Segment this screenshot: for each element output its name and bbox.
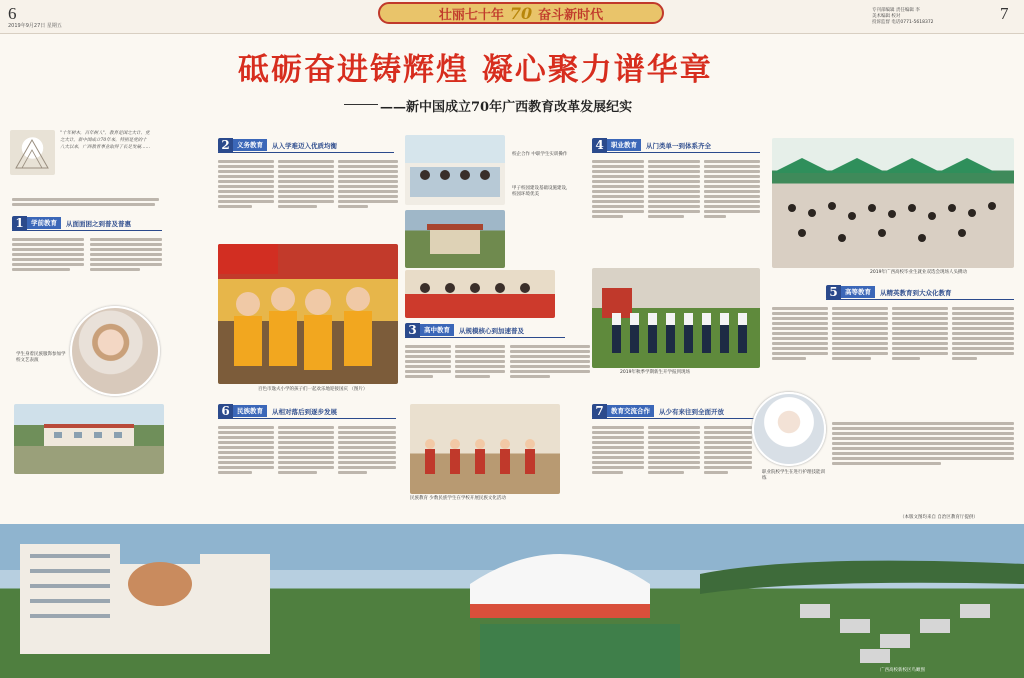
main-headline: 砥砺奋进铸辉煌 凝心聚力谱华章 [238, 52, 713, 88]
page-header [0, 0, 1024, 34]
section-tag: 义务教育 [233, 139, 267, 151]
section-6-text-a [218, 424, 274, 509]
section-tag: 高中教育 [420, 324, 454, 336]
editor-line: 专刊部编辑 责任编辑 李 [872, 8, 920, 13]
section-5-header [826, 285, 1014, 300]
section-tag: 职业教育 [607, 139, 641, 151]
section-subtitle: 从少有来往到全面开放 [659, 407, 724, 416]
intro-text [12, 196, 162, 216]
section-5-text-a [772, 305, 828, 400]
section-5-text-b [832, 305, 888, 400]
intro-quote: "十年树木，百年树人"，教育是国之大计、党之大计。新中国成立70年来，特别是党的十八大以来，广西教育事业取得了长足发展…… [60, 131, 150, 150]
section-number: 2 [218, 138, 233, 153]
vocational-caption: 2019年秋季学期新生开学报到现场 [620, 370, 690, 375]
section-subtitle: 从面面困之到普及普惠 [66, 219, 131, 228]
kindergarten-campus-photo [14, 404, 164, 474]
preschool-caption: 学生身着民族服饰参加学校文艺表演 [16, 352, 66, 363]
ethnic-culture-photo [410, 404, 560, 494]
section-6-text-b [278, 424, 334, 509]
editor-line: 投诉监督 电话0771-5618372 [872, 20, 934, 25]
children-dance-photo [218, 244, 398, 384]
section-subtitle: 从规模核心到加速普及 [459, 326, 524, 335]
banner-right-text: 奋斗新时代 [538, 7, 604, 23]
section-2-text-c [338, 158, 398, 242]
students-performance-photo [405, 270, 555, 318]
campus-caption: 甲子校园建设基础设施建设，校园环境优美 [512, 186, 571, 197]
section-number: 3 [405, 323, 420, 338]
section-2-header [218, 138, 394, 153]
section-tag: 学前教育 [27, 217, 61, 229]
section-2-text-b [278, 158, 334, 242]
section-1-text-b [90, 236, 162, 298]
subheadline: ——新中国成立70年广西教育改革发展纪实 [380, 100, 633, 115]
section-number: 4 [592, 138, 607, 153]
section-7-text-a [592, 424, 644, 514]
section-3-text-b [455, 343, 505, 398]
section-tag: 教育交流合作 [607, 405, 654, 417]
section-subtitle: 从入学难迈入优质均衡 [272, 141, 337, 150]
section-6-header [218, 404, 396, 419]
campus-panorama-photo [0, 524, 1024, 678]
banner-left-text: 壮丽七十年 [438, 7, 504, 23]
section-6-text-c [338, 424, 396, 509]
section-number: 6 [218, 404, 233, 419]
panorama-caption: 广西高校新校区鸟瞰图 [880, 668, 925, 673]
classroom-photo [405, 135, 505, 205]
subhead-rule [344, 104, 378, 105]
section-2-text-a [218, 158, 274, 242]
job-fair-photo [772, 138, 1014, 268]
editor-line: 美术编辑 校对 [872, 14, 901, 19]
ethnic-culture-caption: 民族教育 少数民族学生在学校开展民族文化活动 [410, 496, 506, 501]
section-subtitle: 从相对落后到逐步发展 [272, 407, 337, 416]
banner-number: 70 [509, 3, 533, 23]
vocational-students-photo [592, 268, 760, 368]
preschool-photo [70, 306, 160, 396]
section-4-text-a [592, 158, 644, 258]
page-number-right: 7 [1000, 4, 1009, 23]
section-4-text-c [704, 158, 760, 258]
section-7-text-c [704, 424, 752, 514]
section-subtitle: 从精英教育到大众化教育 [880, 288, 952, 297]
section-4-text-b [648, 158, 700, 258]
section-3-text-c [510, 343, 590, 398]
photo-credit: （本版文图均来自 自治区教育厅提供） [900, 515, 978, 520]
section-4-header [592, 138, 760, 153]
banner [378, 2, 664, 24]
section-number: 1 [12, 216, 27, 231]
editor-info [872, 8, 992, 26]
section-7-text-b [648, 424, 700, 514]
medical-training-photo [752, 392, 826, 466]
page-date: 2019年9月27日 星期五 [8, 23, 62, 29]
section-number: 5 [826, 285, 841, 300]
decorative-illustration [10, 130, 55, 175]
section-5-text-c [892, 305, 948, 400]
page-number-left: 6 [8, 4, 17, 23]
children-dance-caption: 百色市逸夫小学的孩子们一起欢乐地迎接国庆 （图片） [258, 387, 368, 392]
section-number: 7 [592, 404, 607, 419]
section-subtitle: 从门类单一到体系齐全 [646, 141, 711, 150]
section-tag: 民族教育 [233, 405, 267, 417]
section-3-text-a [405, 343, 451, 398]
medical-training-caption: 职业院校学生在进行护理技能训练 [762, 470, 825, 481]
classroom-caption: 校企合作 中职学生实训操作 [512, 152, 568, 157]
section-1-text-a [12, 236, 84, 298]
section-3-header [405, 323, 565, 338]
job-fair-caption: 2019年广西高校毕业生就业双选会现场人头攒动 [870, 270, 967, 275]
section-7-header [592, 404, 762, 419]
section-1-header [12, 216, 162, 231]
closing-text [832, 420, 1014, 500]
section-tag: 高等教育 [841, 286, 875, 298]
school-gate-photo [405, 210, 505, 268]
section-5-text-d [952, 305, 1014, 400]
